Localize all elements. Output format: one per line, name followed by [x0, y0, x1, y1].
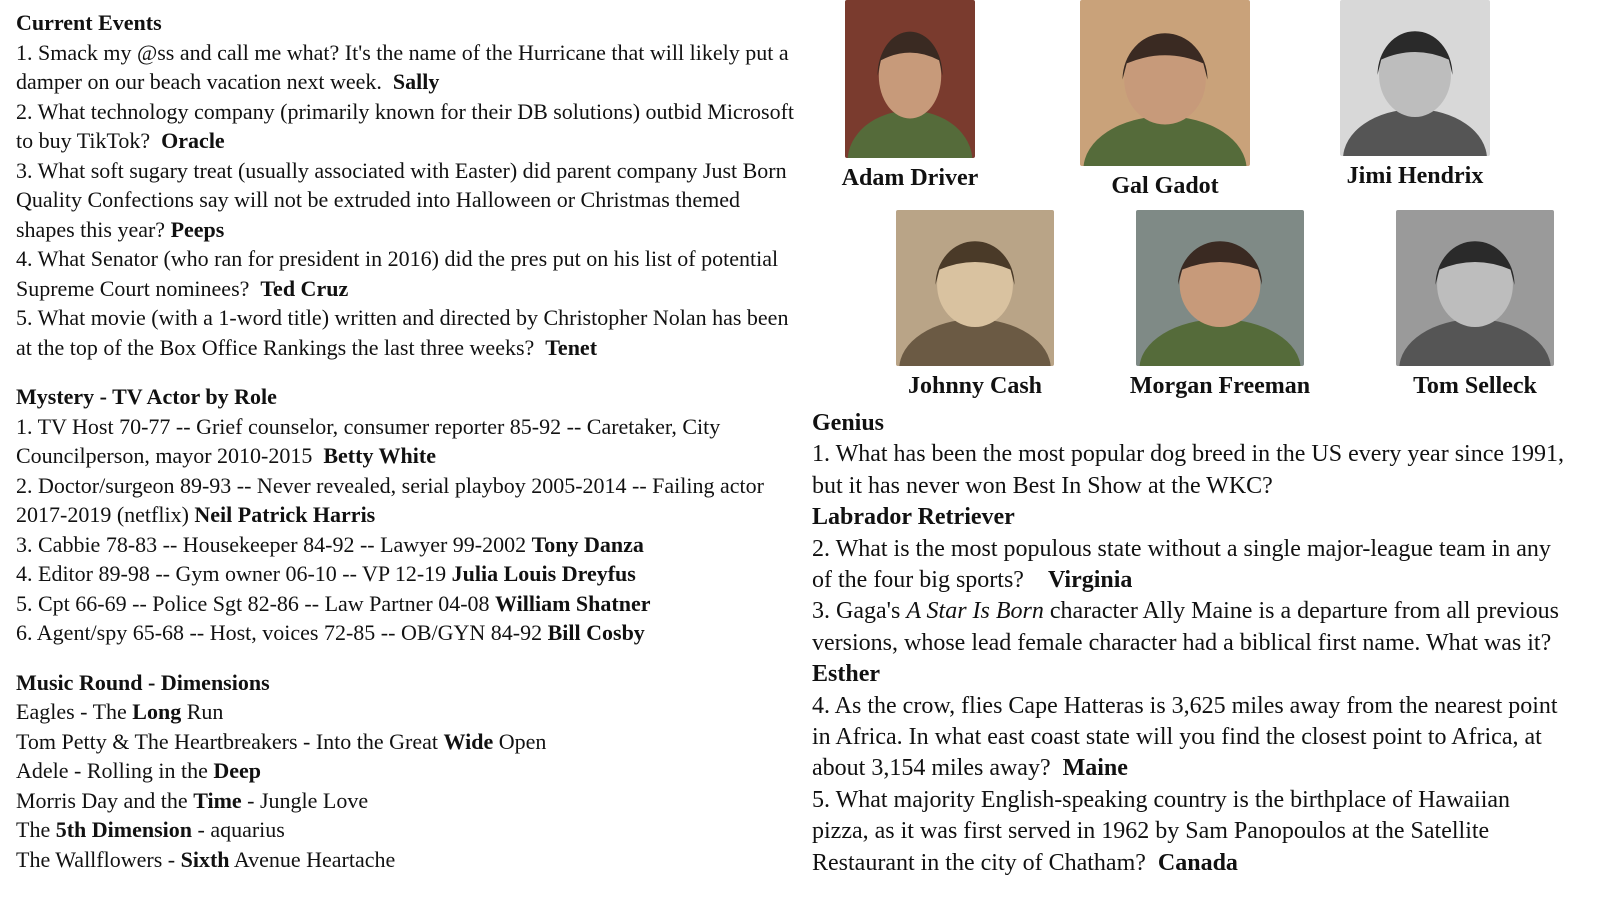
- music-section: [16, 668, 796, 875]
- dimension-word: Deep: [213, 758, 262, 783]
- photo-caption: Jimi Hendrix: [1346, 163, 1484, 189]
- answer-text: Tenet: [545, 334, 598, 360]
- question-text: 4. What Senator (who ran for president in 2016) did the pres put on his list of potential Supreme Court nominees?: [16, 246, 779, 301]
- song-text: Tom Petty & The Heartbreakers - Into the Great: [16, 728, 444, 754]
- photo-card-gal-gadot: [1080, 0, 1250, 200]
- question-text: 5. Cpt 66-69 -- Police Sgt 82-86 -- Law Partner 04-08: [16, 590, 490, 616]
- answer-text: Canada: [1157, 849, 1238, 876]
- question-text: 1. Smack my @ss and call me what? It's the name of the Hurricane that will likely put a damper on our beach vacation next week.: [16, 39, 789, 94]
- song-text: Morris Day and the: [16, 787, 194, 813]
- photo-card-jimi-hendrix: [1330, 0, 1500, 190]
- photo-card-johnny-cash: [890, 210, 1060, 400]
- current-events-section: [16, 8, 796, 362]
- song-text: The: [16, 817, 56, 842]
- song-text: Run: [181, 699, 224, 724]
- photo-caption: Johnny Cash: [907, 373, 1043, 399]
- question-text: 5. What movie (with a 1-word title) written and directed by Christopher Nolan has been at the top of the Box Office Rankings the last three weeks?: [16, 305, 789, 360]
- song-item: [16, 786, 796, 816]
- answer-text: Julia Louis Dreyfus: [451, 561, 636, 586]
- question-text: 2. Doctor/surgeon 89-93 -- Never revealed, serial playboy 2005-2014 -- Failing actor 2017-2019 (netflix): [16, 472, 764, 527]
- song-text: - Jungle Love: [241, 787, 369, 813]
- song-item: [16, 727, 796, 757]
- question-text: 4. As the crow, flies Cape Hatteras is 3,625 miles away from the nearest point in Africa. In what east coast state will you find the closest point to Africa, at about 3,154 miles away?: [812, 692, 1558, 782]
- answer-text: Maine: [1062, 755, 1128, 782]
- question-item: [812, 691, 1572, 785]
- photo-caption: Tom Selleck: [1413, 373, 1537, 399]
- portrait-photo: [896, 210, 1054, 366]
- answer-text: Oracle: [161, 128, 225, 153]
- question-text: 3. Cabbie 78-83 -- Housekeeper 84-92 -- Lawyer 99-2002: [16, 531, 527, 557]
- question-text: 1. TV Host 70-77 -- Grief counselor, consumer reporter 85-92 -- Caretaker, City Councilperson, mayor 2010-2015: [16, 413, 721, 468]
- dimension-word: Wide: [443, 728, 494, 754]
- photo-caption: Adam Driver: [841, 165, 979, 191]
- answer-text: Tony Danza: [531, 531, 644, 557]
- portrait-silhouette: [845, 0, 975, 158]
- question-text: 3. What soft sugary treat (usually associated with Easter) did parent company Just Born Quality Confections say will not be extruded into Halloween or Christmas themed shapes this year?: [16, 157, 787, 242]
- dimension-word: Time: [193, 787, 242, 813]
- question-item: [16, 559, 796, 589]
- question-text: 1. What has been the most popular dog breed in the US every year since 1991, but it has never won Best In Show at the WKC?: [812, 441, 1565, 499]
- portrait-silhouette: [1340, 0, 1490, 156]
- question-item: [16, 471, 796, 530]
- movie-title: A Star Is Born: [906, 598, 1044, 625]
- portrait-silhouette: [896, 210, 1054, 366]
- question-text: 2. What technology company (primarily known for their DB solutions) outbid Microsoft to buy TikTok?: [16, 98, 795, 153]
- photo-card-tom-selleck: [1395, 210, 1555, 400]
- portrait-photo: [845, 0, 975, 158]
- song-item: [16, 756, 796, 786]
- song-text: The Wallflowers -: [16, 846, 181, 872]
- song-text: Avenue Heartache: [229, 846, 396, 872]
- song-text: Adele - Rolling in the: [16, 758, 214, 783]
- question-item: [16, 303, 796, 362]
- dimension-word: 5th Dimension: [55, 817, 192, 842]
- answer-text: Sally: [392, 69, 440, 94]
- portrait-silhouette: [1396, 210, 1554, 366]
- left-column: [16, 8, 796, 894]
- answer-text: Peeps: [170, 216, 225, 242]
- song-text: - aquarius: [192, 817, 285, 842]
- photo-card-adam-driver: [830, 0, 990, 192]
- song-item: [16, 815, 796, 845]
- question-text: character Ally Maine is a departure from all previous versions, whose lead female character had a biblical first name. What was it?: [812, 598, 1560, 656]
- question-item: [812, 534, 1572, 597]
- question-text: 5. What majority English-speaking country is the birthplace of Hawaiian pizza, as it was first served in 1962 by Sam Panopoulos at the Satellite Restaurant in the city of Chatham?: [812, 786, 1511, 876]
- portrait-photo: [1396, 210, 1554, 366]
- song-item: [16, 845, 796, 875]
- section-title-current-events: Current Events: [16, 10, 162, 35]
- mystery-section: [16, 382, 796, 648]
- question-item: [812, 439, 1572, 502]
- genius-section: [812, 408, 1572, 879]
- portrait-silhouette: [1136, 210, 1304, 366]
- question-item: [16, 244, 796, 303]
- photo-caption: Gal Gadot: [1111, 173, 1219, 199]
- question-text: 2. What is the most populous state without a single major-league team in any of the four big sports?: [812, 535, 1551, 594]
- dimension-word: Long: [132, 699, 182, 724]
- question-text: 3. Gaga's: [812, 598, 907, 625]
- answer-text: Virginia: [1047, 567, 1133, 594]
- question-text: 6. Agent/spy 65-68 -- Host, voices 72-85 -- OB/GYN 84-92: [16, 620, 543, 645]
- song-item: [16, 697, 796, 727]
- answer-text: William Shatner: [495, 590, 651, 616]
- answer-text: Betty White: [323, 443, 436, 468]
- section-title-genius: Genius: [812, 410, 885, 436]
- question-item: [16, 97, 796, 156]
- photo-caption: Morgan Freeman: [1129, 373, 1311, 399]
- portrait-photo: [1136, 210, 1304, 366]
- question-item: [16, 530, 796, 560]
- answer-text: Ted Cruz: [260, 275, 349, 301]
- question-text: 4. Editor 89-98 -- Gym owner 06-10 -- VP 12-19: [16, 561, 447, 586]
- question-item: [16, 618, 796, 648]
- song-text: Eagles - The: [16, 699, 133, 724]
- answer-text: Esther: [812, 661, 880, 688]
- answer-text: Labrador Retriever: [812, 504, 1015, 531]
- photo-card-morgan-freeman: [1115, 210, 1325, 400]
- question-item: [812, 785, 1572, 879]
- dimension-word: Sixth: [180, 846, 230, 872]
- answer-text: Bill Cosby: [547, 620, 645, 645]
- portrait-silhouette: [1080, 0, 1250, 166]
- question-item: [16, 412, 796, 471]
- question-item: [16, 589, 796, 619]
- section-title-mystery: Mystery - TV Actor by Role: [16, 384, 277, 409]
- question-item: [16, 156, 796, 245]
- song-text: Open: [493, 728, 547, 754]
- portrait-photo: [1340, 0, 1490, 156]
- answer-text: Neil Patrick Harris: [194, 502, 376, 527]
- section-title-music: Music Round - Dimensions: [16, 669, 270, 695]
- question-item: [16, 38, 796, 97]
- portrait-photo: [1080, 0, 1250, 166]
- answer-line: [812, 502, 1572, 533]
- question-item: [812, 596, 1572, 690]
